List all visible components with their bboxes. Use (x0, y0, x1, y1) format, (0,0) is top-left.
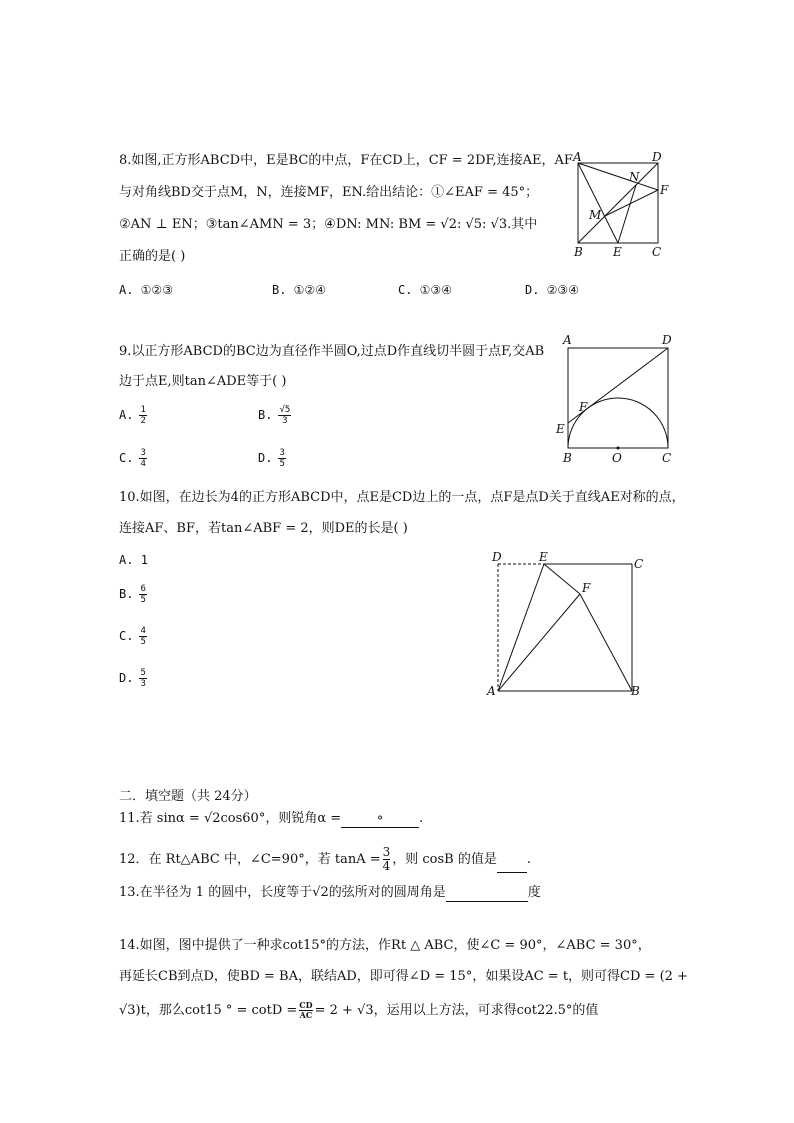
q8-line3: ②AN ⊥ EN；③tan∠AMN = 3；④DN: MN: BM = √2: √5: √3.其中 (119, 217, 538, 232)
q11: 11.若 sinα = √2cos60°，则锐角α = ° . (119, 811, 424, 829)
q8-label-f: F (660, 183, 669, 197)
q12-answer-blank (497, 858, 527, 873)
q9-label-d: D (662, 333, 672, 347)
q10-line1: 10.如图，在边长为4的正方形ABCD中，点E是CD边上的一点，点F是点D关于直线AE对称的点， (119, 490, 685, 505)
q14-line3: √3)t，那么cot15 ° = cotD = $\frac{CD}{AC}$ = 2 + √3，运用以上方法，可求得cot22.5°的值 (119, 1000, 599, 1020)
q8-line2: 与对角线BD交于点M，N，连接MF，EN.给出结论：①∠EAF = 45°； (119, 185, 539, 200)
q14-line1: 14.如图，图中提供了一种求cot15°的方法，作Rt △ ABC，使∠C = 90°，∠ABC = 30°， (119, 938, 651, 953)
q8-label-m: M (589, 208, 602, 222)
section-title: 二．填空题（共 24分） (119, 789, 257, 804)
q9-label-c: C (662, 451, 672, 465)
q9-label-a: A (563, 333, 572, 347)
q8-option-b: B. ①②④ (272, 283, 326, 297)
q8-line4: 正确的是( ) (119, 249, 186, 264)
q10-label-b: B (631, 684, 640, 698)
q9-label-e: E (556, 422, 565, 436)
q9-label-o: O (612, 451, 622, 465)
q11-answer-blank: ° (341, 813, 419, 828)
q10-label-a: A (487, 684, 496, 698)
q9-line2: 边于点E,则tan∠ADE等于( ) (119, 374, 287, 389)
q9-line1: 9.以正方形ABCD的BC边为直径作半圆O,过点D作直线切半圆于点F,交AB (119, 344, 545, 359)
q8-label-b: B (574, 245, 583, 259)
q8-label-c: C (652, 245, 662, 259)
q10-label-e: E (539, 550, 548, 564)
q8-figure (560, 145, 680, 265)
q8-option-a: A. ①②③ (119, 283, 173, 297)
q8-label-d: D (652, 150, 662, 164)
q10-line2: 连接AF、BF，若tan∠ABF = 2，则DE的长是( ) (119, 521, 408, 536)
q9-label-f: F (579, 400, 588, 414)
q8-line1: 8.如图,正方形ABCD中，E是BC的中点，F在CD上，CF = 2DF,连接AE，AF (119, 153, 573, 168)
q12: 12．在 Rt△ABC 中，∠C=90°，若 tanA = $\frac{3}{4}$ ，则 cosB 的值是 . (119, 845, 532, 873)
q9-option-c: C. $\frac{3}{4}$ (119, 448, 146, 469)
q9-label-b: B (563, 451, 572, 465)
q10-label-f: F (582, 581, 591, 595)
q8-option-c: C. ①③④ (398, 283, 452, 297)
q9-option-d: D. $\frac{3}{5}$ (258, 448, 285, 469)
q10-option-b: B. $\frac{6}{5}$ (119, 584, 146, 605)
q8-label-a: A (573, 150, 582, 164)
q10-option-c: C. $\frac{4}{5}$ (119, 626, 146, 647)
q8-option-d: D. ②③④ (525, 283, 579, 297)
q9-option-a: A. $\frac{1}{2}$ (119, 405, 146, 426)
q10-option-a: A. 1 (119, 553, 148, 567)
q8-label-n: N (629, 170, 640, 184)
q10-label-c: C (634, 557, 644, 571)
q10-figure (486, 548, 646, 700)
q9-option-b: B. $\frac{√5}{3}$ (258, 405, 291, 426)
q10-label-d: D (492, 550, 502, 564)
q8-label-e: E (613, 245, 622, 259)
q10-option-d: D. $\frac{5}{3}$ (119, 668, 146, 689)
q9-figure (552, 330, 682, 470)
q14-line2: 再延长CB到点D，使BD = BA，联结AD，即可得∠D = 15°，如果设AC = t，则可得CD = (2 + (119, 969, 688, 984)
q13-answer-blank (446, 887, 528, 902)
q13: 13.在半径为 1 的圆中，长度等于√2的弦所对的圆周角是 度 (119, 885, 541, 900)
